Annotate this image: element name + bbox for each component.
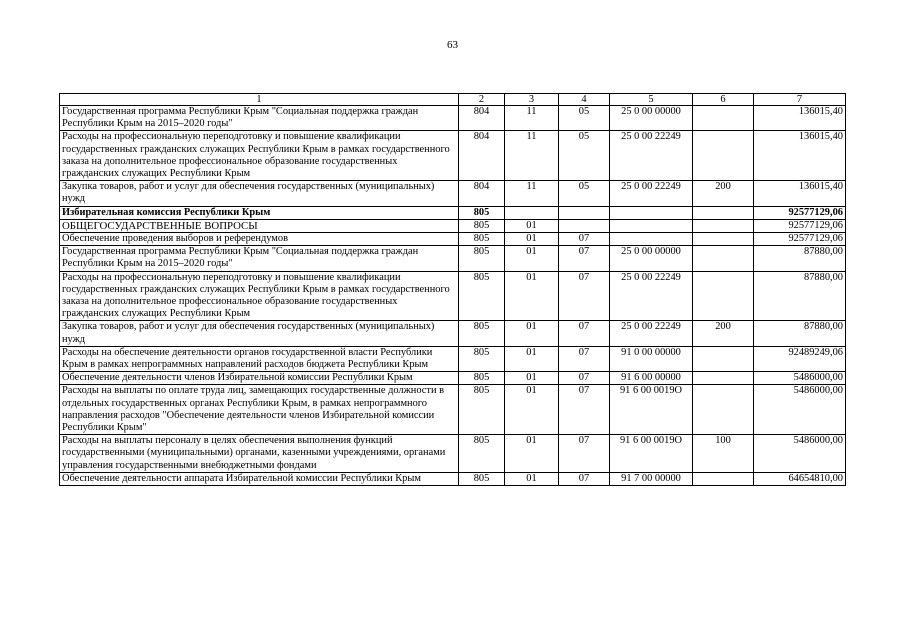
page-number: 63: [447, 39, 458, 51]
cell-rz: 01: [505, 271, 559, 321]
table-row: [60, 206, 846, 219]
cell-vr: 200: [693, 181, 754, 206]
cell-csr: [610, 233, 693, 246]
cell-name: Государственная программа Республики Крым "Социальная поддержка граждан Республики Крым на 2015–2020 годы": [60, 106, 459, 131]
cell-pr: 07: [559, 271, 610, 321]
cell-name: Расходы на профессиональную переподготовку и повышение квалификации государственных гражданских служащих Республики Крым в рамках государственного заказа на дополнительное профессиональное образование государственных гражданских служащих Республики Крым: [60, 271, 459, 321]
cell-amount: 92577129,06: [754, 206, 846, 219]
table-row: [60, 435, 846, 473]
table-row: [60, 372, 846, 385]
cell-vr: [693, 472, 754, 485]
cell-csr: 91 6 00 00000: [610, 372, 693, 385]
cell-csr: 91 7 00 00000: [610, 472, 693, 485]
cell-gr: 805: [459, 472, 505, 485]
cell-vr: [693, 271, 754, 321]
cell-vr: [693, 246, 754, 271]
cell-gr: 805: [459, 219, 505, 232]
cell-rz: 01: [505, 372, 559, 385]
cell-gr: 805: [459, 233, 505, 246]
cell-csr: [610, 219, 693, 232]
column-header-vr: 6: [693, 94, 754, 106]
column-header-rz: 3: [505, 94, 559, 106]
cell-name: Обеспечение проведения выборов и референдумов: [60, 233, 459, 246]
cell-rz: [505, 206, 559, 219]
cell-pr: 07: [559, 233, 610, 246]
column-header-amount: 7: [754, 94, 846, 106]
column-header-name: 1: [60, 94, 459, 106]
cell-amount: 87880,00: [754, 321, 846, 346]
cell-rz: 01: [505, 233, 559, 246]
cell-rz: 01: [505, 346, 559, 371]
cell-csr: 25 0 00 00000: [610, 106, 693, 131]
cell-pr: 05: [559, 106, 610, 131]
cell-csr: 25 0 00 22249: [610, 181, 693, 206]
cell-gr: 805: [459, 435, 505, 473]
cell-csr: 91 6 00 0019О: [610, 385, 693, 435]
cell-csr: 25 0 00 22249: [610, 321, 693, 346]
cell-name: Государственная программа Республики Крым "Социальная поддержка граждан Республики Крым на 2015–2020 годы": [60, 246, 459, 271]
cell-vr: [693, 106, 754, 131]
table-row: [60, 131, 846, 181]
cell-gr: 805: [459, 346, 505, 371]
cell-pr: [559, 206, 610, 219]
cell-amount: 5486000,00: [754, 385, 846, 435]
cell-name: Расходы на выплаты персоналу в целях обеспечения выполнения функций государственными (муниципальными) органами, казенными учреждениями, органами управления государственными внебюджетными фондами: [60, 435, 459, 473]
cell-vr: [693, 131, 754, 181]
cell-amount: 87880,00: [754, 246, 846, 271]
cell-pr: 05: [559, 131, 610, 181]
cell-name: Закупка товаров, работ и услуг для обеспечения государственных (муниципальных) нужд: [60, 181, 459, 206]
cell-csr: 25 0 00 22249: [610, 131, 693, 181]
cell-amount: 92577129,06: [754, 219, 846, 232]
cell-pr: 07: [559, 346, 610, 371]
cell-csr: 25 0 00 00000: [610, 246, 693, 271]
cell-rz: 11: [505, 106, 559, 131]
cell-amount: 136015,40: [754, 131, 846, 181]
table-row: [60, 472, 846, 485]
cell-pr: 07: [559, 372, 610, 385]
cell-rz: 11: [505, 181, 559, 206]
column-header-pr: 4: [559, 94, 610, 106]
cell-gr: 804: [459, 181, 505, 206]
table-row: [60, 271, 846, 321]
cell-amount: 5486000,00: [754, 372, 846, 385]
table-row: [60, 233, 846, 246]
cell-csr: 25 0 00 22249: [610, 271, 693, 321]
cell-amount: 92489249,06: [754, 346, 846, 371]
table-header-row: [60, 94, 846, 106]
cell-name: Расходы на профессиональную переподготовку и повышение квалификации государственных гражданских служащих Республики Крым в рамках государственного заказа на дополнительное профессиональное образование государственных гражданских служащих Республики Крым: [60, 131, 459, 181]
cell-amount: 136015,40: [754, 106, 846, 131]
cell-gr: 805: [459, 271, 505, 321]
cell-amount: 136015,40: [754, 181, 846, 206]
cell-name: Избирательная комиссия Республики Крым: [60, 206, 459, 219]
cell-name: Закупка товаров, работ и услуг для обеспечения государственных (муниципальных) нужд: [60, 321, 459, 346]
cell-pr: 07: [559, 472, 610, 485]
cell-vr: 200: [693, 321, 754, 346]
column-header-csr: 5: [610, 94, 693, 106]
cell-vr: [693, 346, 754, 371]
column-header-gr: 2: [459, 94, 505, 106]
cell-rz: 01: [505, 435, 559, 473]
cell-name: Обеспечение деятельности аппарата Избирательной комиссии Республики Крым: [60, 472, 459, 485]
cell-rz: 01: [505, 246, 559, 271]
cell-name: Обеспечение деятельности членов Избирательной комиссии Республики Крым: [60, 372, 459, 385]
cell-amount: 87880,00: [754, 271, 846, 321]
cell-pr: 07: [559, 435, 610, 473]
table-row: [60, 106, 846, 131]
cell-name: Расходы на обеспечение деятельности органов государственной власти Республики Крым в рамках непрограммных направлений расходов бюджета Республики Крым: [60, 346, 459, 371]
cell-amount: 64654810,00: [754, 472, 846, 485]
table-row: [60, 346, 846, 371]
cell-amount: 92577129,06: [754, 233, 846, 246]
cell-csr: 91 6 00 0019О: [610, 435, 693, 473]
table-row: [60, 321, 846, 346]
table-row: [60, 246, 846, 271]
cell-rz: 01: [505, 472, 559, 485]
cell-gr: 804: [459, 106, 505, 131]
cell-pr: 07: [559, 385, 610, 435]
cell-name: Расходы на выплаты по оплате труда лиц, замещающих государственные должности в отдельных государственных органах Республики Крым, в рамках непрограммного направления расходов "Обеспечение деятельности членов Избирательной комиссии Республики Крым": [60, 385, 459, 435]
cell-vr: [693, 206, 754, 219]
cell-vr: 100: [693, 435, 754, 473]
table-body: [60, 106, 846, 486]
cell-pr: 07: [559, 321, 610, 346]
cell-rz: 01: [505, 385, 559, 435]
cell-gr: 805: [459, 321, 505, 346]
cell-amount: 5486000,00: [754, 435, 846, 473]
table-row: [60, 181, 846, 206]
cell-pr: 07: [559, 246, 610, 271]
cell-pr: [559, 219, 610, 232]
table-row: [60, 219, 846, 232]
cell-csr: 91 0 00 00000: [610, 346, 693, 371]
budget-table: [59, 93, 846, 486]
cell-vr: [693, 372, 754, 385]
cell-rz: 01: [505, 219, 559, 232]
cell-vr: [693, 219, 754, 232]
cell-csr: [610, 206, 693, 219]
cell-gr: 804: [459, 131, 505, 181]
cell-rz: 01: [505, 321, 559, 346]
cell-gr: 805: [459, 206, 505, 219]
cell-pr: 05: [559, 181, 610, 206]
cell-vr: [693, 233, 754, 246]
cell-gr: 805: [459, 385, 505, 435]
cell-name: ОБЩЕГОСУДАРСТВЕННЫЕ ВОПРОСЫ: [60, 219, 459, 232]
cell-gr: 805: [459, 372, 505, 385]
cell-rz: 11: [505, 131, 559, 181]
table-row: [60, 385, 846, 435]
cell-gr: 805: [459, 246, 505, 271]
cell-vr: [693, 385, 754, 435]
